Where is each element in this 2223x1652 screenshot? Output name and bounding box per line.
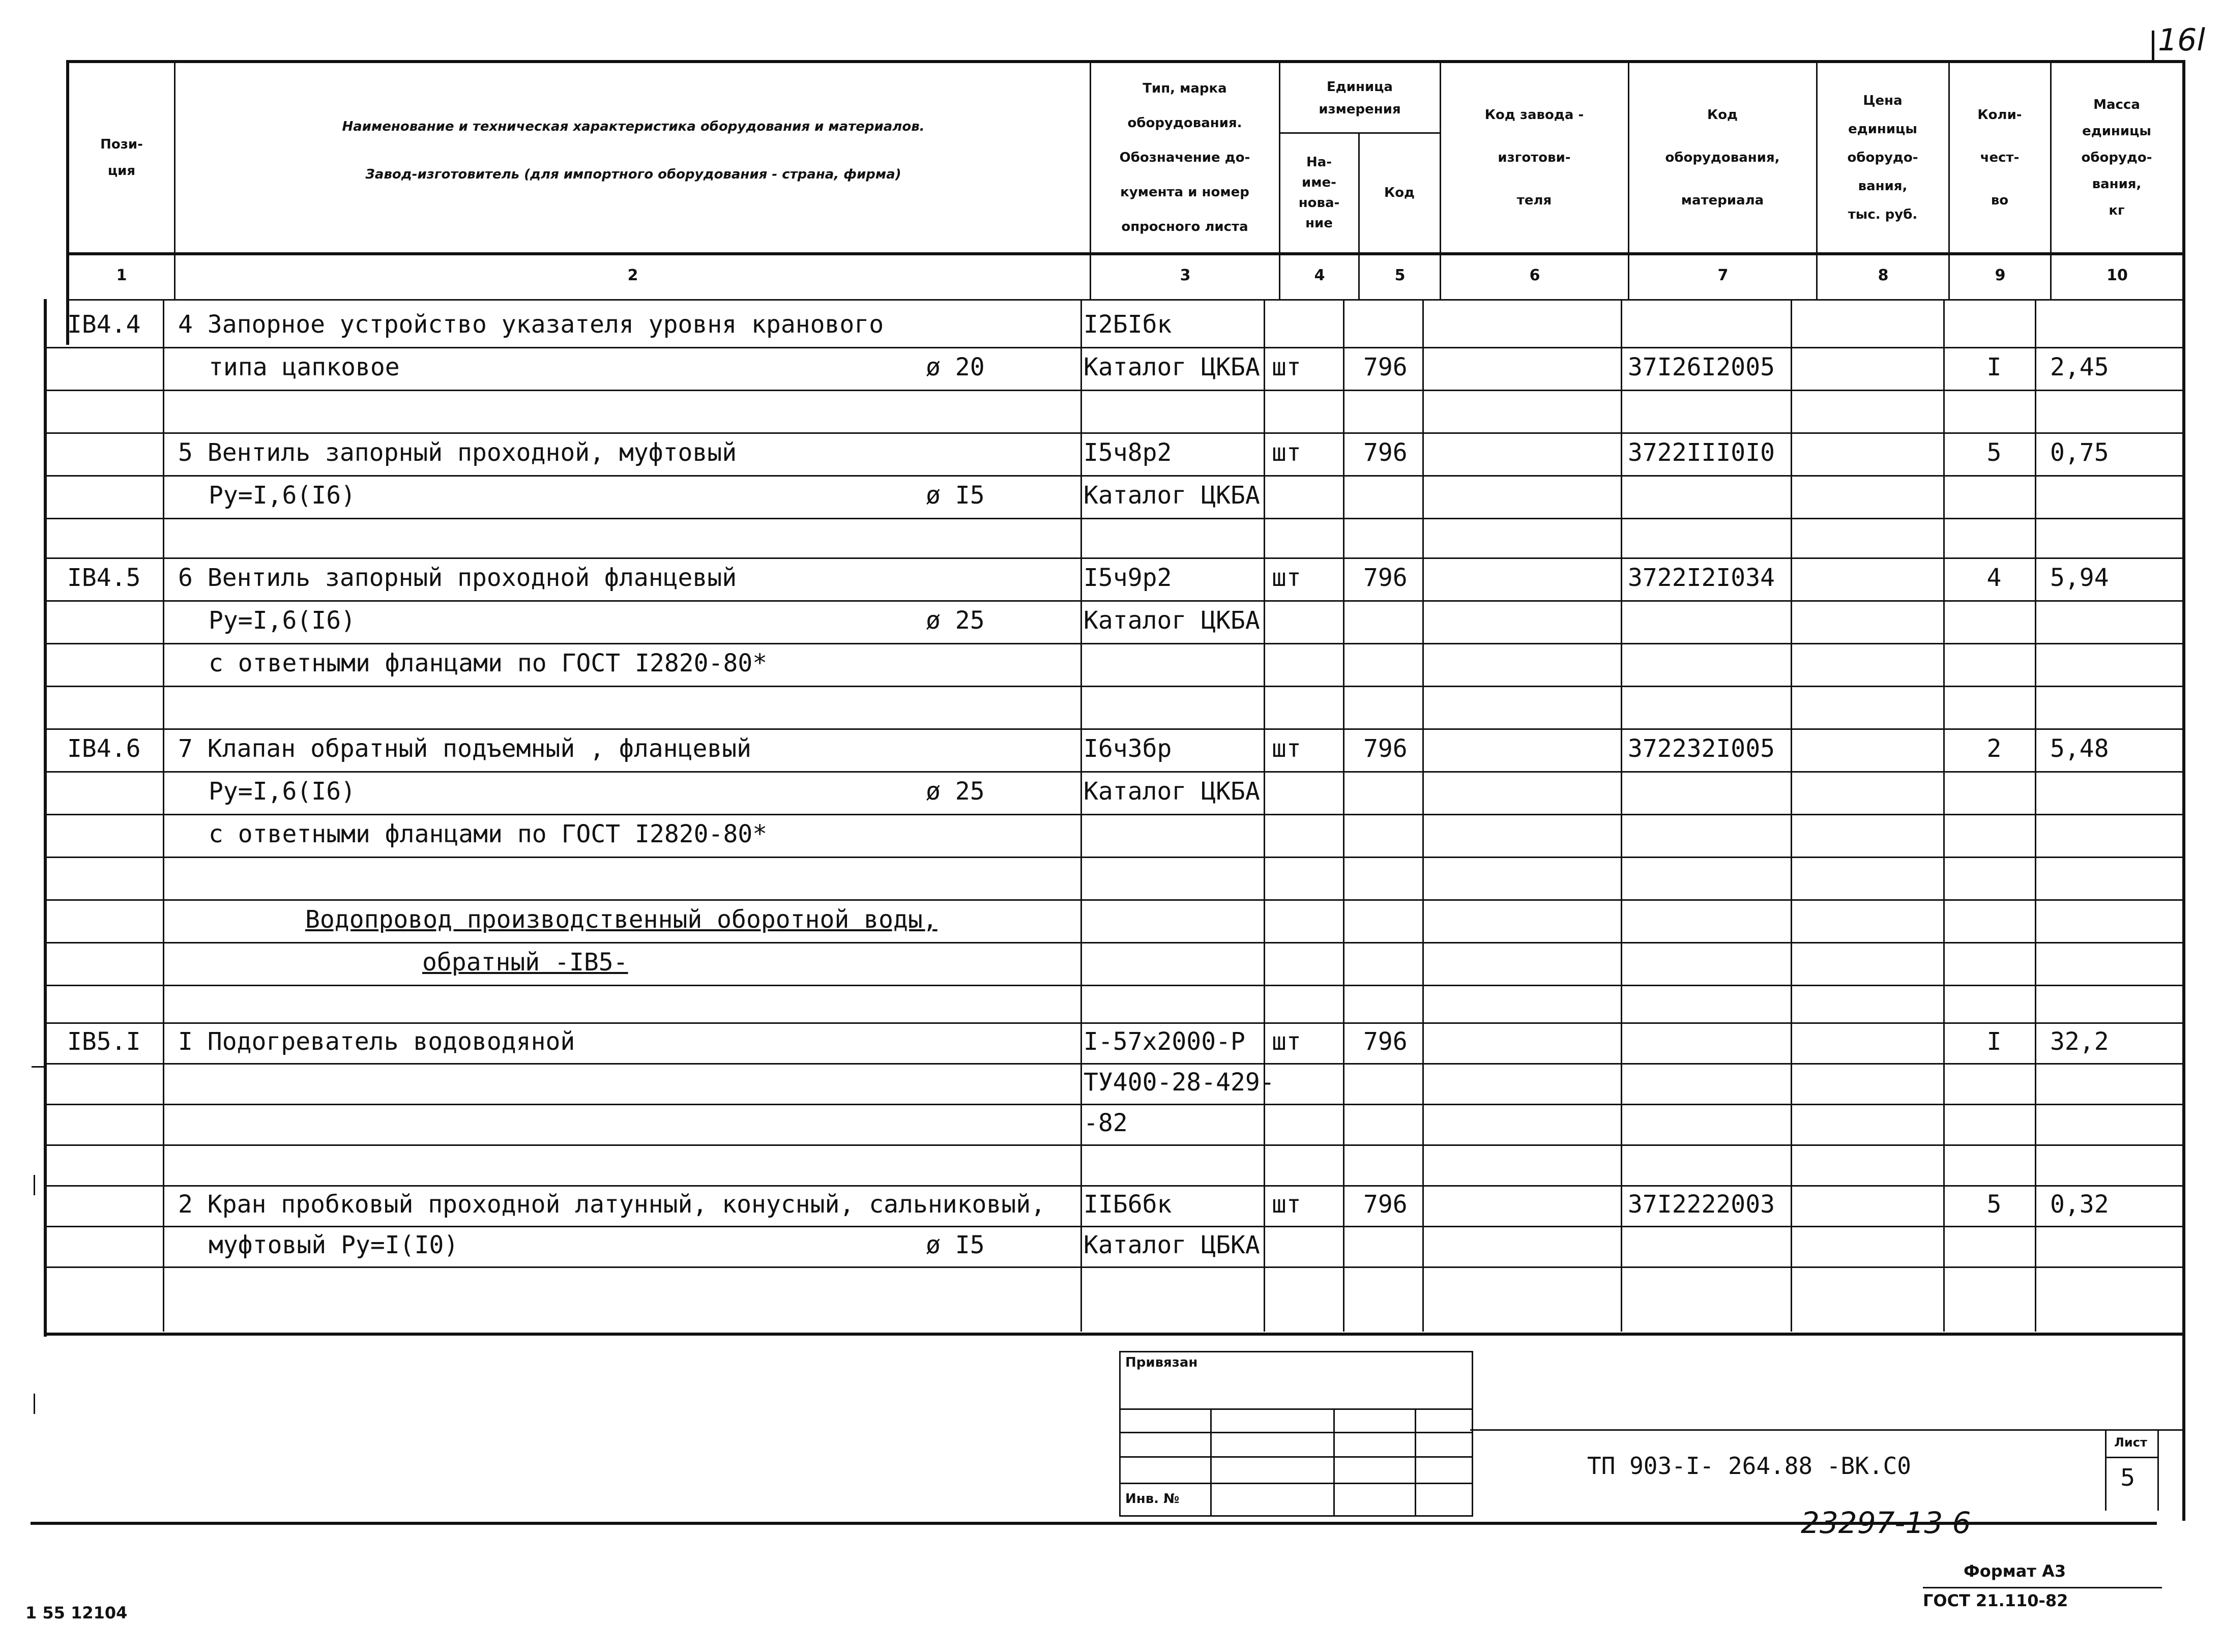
row-line — [44, 432, 2183, 434]
row-line — [44, 643, 2183, 644]
col-number-8: 8 — [1878, 267, 1889, 284]
format-label: Формат А3 — [1964, 1561, 2066, 1581]
cell-name: типа цапковое — [209, 353, 400, 381]
cell-pos: IB4.4 — [67, 310, 141, 339]
hdr-sep-8 — [1948, 60, 1950, 299]
col-number-4: 4 — [1314, 267, 1325, 284]
row-line — [44, 1063, 2183, 1065]
hdr-sep-1 — [174, 60, 175, 299]
cell-mass: 0,32 — [2050, 1190, 2109, 1219]
cell-qty: I — [1986, 353, 2002, 381]
margin-tick-1 — [32, 1066, 46, 1068]
body-left-border — [44, 299, 47, 1337]
row-line — [44, 728, 2183, 730]
cell-name: с ответными фланцами по ГОСТ I2820-80* — [209, 649, 768, 677]
left-code: 1 55 12104 — [25, 1603, 128, 1622]
hdr-sep-3 — [1279, 60, 1280, 299]
cell-unit: шт — [1272, 734, 1301, 763]
cell-type: -82 — [1084, 1109, 1128, 1137]
cell-qty: 4 — [1986, 564, 2002, 592]
row-line — [44, 347, 2183, 348]
row-line — [44, 814, 2183, 815]
title-block-top — [1470, 1429, 2182, 1431]
gost-label: ГОСТ 21.110-82 — [1923, 1591, 2068, 1610]
row-line — [44, 1104, 2183, 1105]
table-top-border — [66, 60, 2182, 63]
hdr-sep-5 — [1440, 60, 1441, 299]
document-code: ТП 903-I- 264.88 -ВК.С0 — [1587, 1452, 1911, 1480]
cell-mat: 3722I2I034 — [1628, 564, 1775, 592]
row-line — [44, 857, 2183, 858]
cell-type: ТУ400-28-429- — [1084, 1068, 1275, 1097]
cell-mat: 37I2222003 — [1628, 1190, 1775, 1219]
cell-qty: I — [1986, 1027, 2002, 1056]
cell-qty: 5 — [1986, 438, 2002, 467]
cell-dia: ø 20 — [926, 353, 985, 381]
cell-type: I5ч9р2 — [1084, 564, 1172, 592]
cell-mat: 3722III0I0 — [1628, 438, 1775, 467]
cell-type: I5ч8р2 — [1084, 438, 1172, 467]
sheet-label: Лист — [2114, 1435, 2147, 1450]
row-line — [44, 1022, 2183, 1024]
cell-name: Ру=I,6(I6) — [209, 606, 356, 635]
body-sep-9 — [2035, 299, 2036, 1332]
col-numbers-bottom — [66, 299, 2182, 301]
col-number-7: 7 — [1717, 267, 1729, 284]
cell-unit: шт — [1272, 353, 1301, 381]
cell-name: 4 Запорное устройство указателя уровня кранового — [178, 310, 884, 339]
row-line — [44, 771, 2183, 773]
hdr-sep-9 — [2050, 60, 2052, 299]
cell-qty: 2 — [1986, 734, 2002, 763]
unit-group-divider — [1279, 132, 1440, 134]
hdr-sep-7 — [1816, 60, 1818, 299]
footer-right-border — [2182, 1333, 2185, 1521]
header-maker-code: Код завода - изготови- теля — [1484, 107, 1584, 208]
body-sep-6 — [1621, 299, 1622, 1332]
cell-type: I-57x2000-Р — [1084, 1027, 1245, 1056]
cell-type: Каталог ЦКБА — [1084, 606, 1260, 635]
privyazan-label: Привязан — [1125, 1355, 1198, 1370]
header-material-code: Код оборудования, материала — [1665, 107, 1780, 208]
col-number-6: 6 — [1529, 267, 1540, 284]
cell-type: I6ч3бр — [1084, 734, 1172, 763]
row-line — [44, 390, 2183, 391]
cell-mass: 2,45 — [2050, 353, 2109, 381]
hdr-sep-6 — [1628, 60, 1629, 299]
col-number-10: 10 — [2107, 267, 2128, 284]
page-mark-tick — [2152, 31, 2154, 61]
cell-mat: 37I26I2005 — [1628, 353, 1775, 381]
row-line — [44, 1226, 2183, 1227]
cell-code: 796 — [1363, 353, 1408, 381]
cell-code: 796 — [1363, 564, 1408, 592]
cell-pos: IB4.6 — [67, 734, 141, 763]
header-quantity: Коли- чест- во — [1977, 107, 2022, 208]
cell-code: 796 — [1363, 1027, 1408, 1056]
cell-dia: ø 25 — [926, 606, 985, 635]
cell-name: муфтовый Ру=I(I0) — [209, 1231, 459, 1259]
body-sep-4 — [1343, 299, 1344, 1332]
format-underline — [1923, 1587, 2162, 1588]
row-line — [44, 1185, 2183, 1187]
hdr-sep-2 — [1090, 60, 1091, 299]
row-line — [44, 686, 2183, 687]
header-unit-price: Цена единицы оборудо- вания, тыс. руб. — [1847, 93, 1918, 222]
cell-type: I2БIбк — [1084, 310, 1172, 339]
archive-stamp: 23297-13 6 — [1801, 1506, 1971, 1540]
cell-dia: ø I5 — [926, 481, 985, 510]
cell-pos: IB5.I — [67, 1027, 141, 1056]
col-number-3: 3 — [1180, 267, 1191, 284]
cell-name: Ру=I,6(I6) — [209, 777, 356, 806]
cell-unit: шт — [1272, 1027, 1301, 1056]
cell-mass: 32,2 — [2050, 1027, 2109, 1056]
row-line — [44, 475, 2183, 477]
col-number-9: 9 — [1995, 267, 2006, 284]
row-line — [44, 899, 2183, 901]
cell-unit: шт — [1272, 438, 1301, 467]
cell-type: IIБ6бк — [1084, 1190, 1172, 1219]
cell-mass: 5,48 — [2050, 734, 2109, 763]
body-sep-7 — [1791, 299, 1792, 1332]
row-line — [44, 1144, 2183, 1146]
body-sep-3 — [1264, 299, 1265, 1332]
hdr-sep-4 — [1358, 132, 1360, 299]
col-number-1: 1 — [116, 267, 127, 284]
inv-no-label: Инв. № — [1125, 1491, 1180, 1507]
col-number-5: 5 — [1394, 267, 1406, 284]
cell-dia: ø I5 — [926, 1231, 985, 1259]
body-sep-1 — [163, 299, 164, 1332]
header-mass: Масса единицы оборудо- вания, кг — [2081, 97, 2152, 218]
table-header-bottom — [66, 252, 2182, 255]
header-position: Пози- ция — [100, 137, 143, 179]
cell-name: I Подогреватель водоводяной — [178, 1027, 575, 1056]
cell-qty: 5 — [1986, 1190, 2002, 1219]
cell-mat: 372232I005 — [1628, 734, 1775, 763]
row-line — [44, 518, 2183, 519]
row-line — [44, 942, 2183, 943]
cell-code: 796 — [1363, 734, 1408, 763]
row-line — [44, 1266, 2183, 1268]
cell-name: 7 Клапан обратный подъемный , фланцевый — [178, 734, 752, 763]
cell-name: Водопровод производственный оборотной воды, — [305, 905, 938, 934]
row-line — [44, 985, 2183, 986]
cell-name: 5 Вентиль запорный проходной, муфтовый — [178, 438, 737, 467]
table-bottom-border — [44, 1333, 2185, 1336]
body-sep-2 — [1080, 299, 1082, 1332]
cell-name: обратный -IB5- — [422, 948, 628, 977]
cell-dia: ø 25 — [926, 777, 985, 806]
header-name-line2: Завод-изготовитель (для импортного оборудования - страна, фирма) — [365, 167, 901, 182]
cell-mass: 5,94 — [2050, 564, 2109, 592]
cell-name: 2 Кран пробковый проходной латунный, конусный, сальниковый, — [178, 1190, 1046, 1219]
header-unit-name: На- име- нова- ние — [1298, 155, 1340, 231]
cell-type: Каталог ЦКБА — [1084, 481, 1260, 510]
sheet-number: 5 — [2120, 1464, 2136, 1491]
page-mark: 16l — [2158, 22, 2206, 58]
header-name-line1: Наименование и техническая характеристика оборудования и материалов. — [342, 119, 925, 134]
header-unit-code: Код — [1384, 185, 1415, 200]
col-number-2: 2 — [627, 267, 638, 284]
header-unit-group: Единица измерения — [1319, 79, 1401, 117]
cell-type: Каталог ЦКБА — [1084, 777, 1260, 806]
margin-tick-2 — [34, 1175, 35, 1195]
cell-pos: IB4.5 — [67, 564, 141, 592]
body-sep-8 — [1943, 299, 1945, 1332]
cell-unit: шт — [1272, 1190, 1301, 1219]
margin-tick-3 — [34, 1394, 35, 1414]
cell-mass: 0,75 — [2050, 438, 2109, 467]
header-type: Тип, марка оборудования. Обозначение до- кумента и номер опросного листа — [1119, 81, 1250, 234]
cell-code: 796 — [1363, 438, 1408, 467]
cell-type: Каталог ЦБКА — [1084, 1231, 1260, 1259]
cell-type: Каталог ЦКБА — [1084, 353, 1260, 381]
cell-code: 796 — [1363, 1190, 1408, 1219]
cell-name: с ответными фланцами по ГОСТ I2820-80* — [209, 820, 768, 848]
body-sep-5 — [1422, 299, 1424, 1332]
row-line — [44, 557, 2183, 559]
cell-unit: шт — [1272, 564, 1301, 592]
cell-name: Ру=I,6(I6) — [209, 481, 356, 510]
cell-name: 6 Вентиль запорный проходной фланцевый — [178, 564, 737, 592]
row-line — [44, 600, 2183, 602]
